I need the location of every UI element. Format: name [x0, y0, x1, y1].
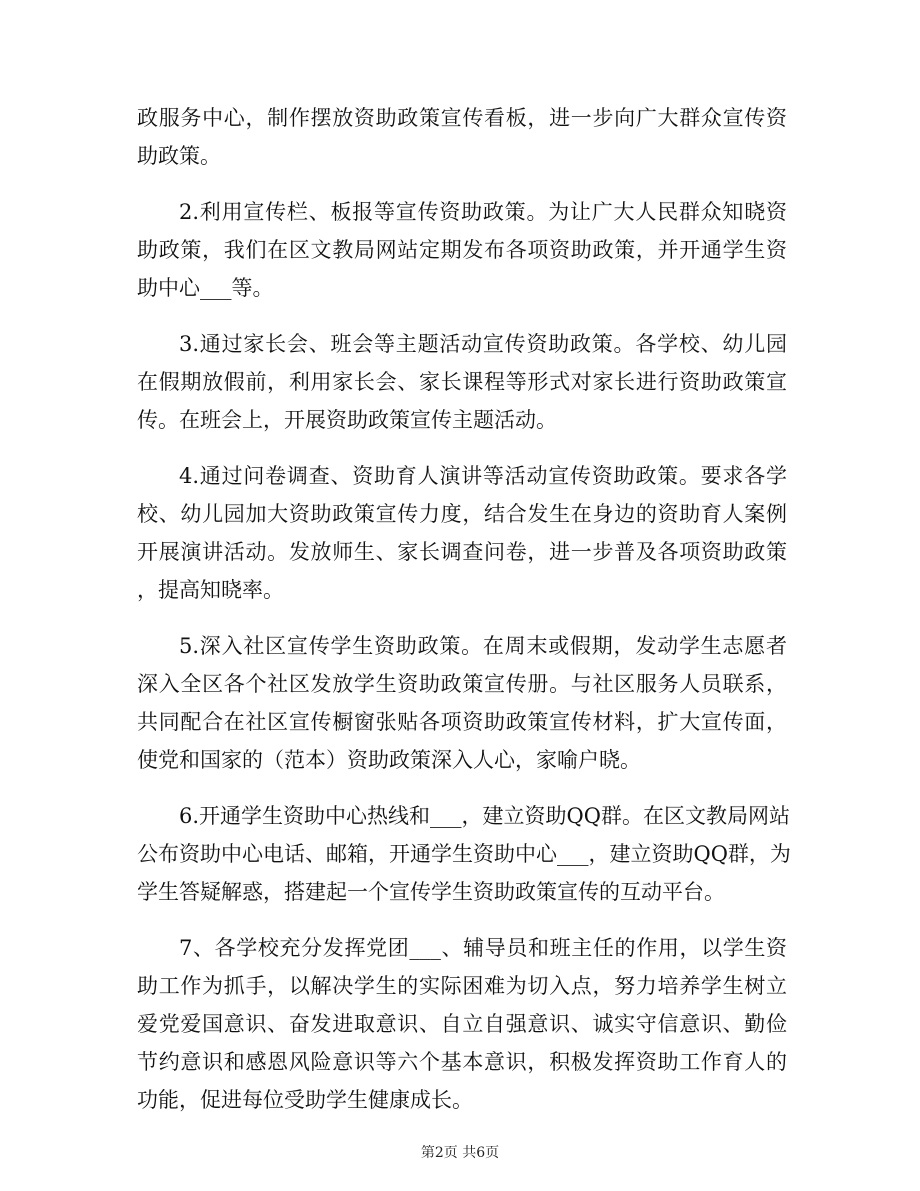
text-line: 传。在班会上，开展资助政策宣传主题活动。: [137, 408, 557, 432]
document-body: [137, 99, 791, 1119]
text-line: 2.利用宣传栏、板报等宣传资助政策。为让广大人民群众知晓资: [179, 200, 787, 224]
text-line: 政服务中心，制作摆放资助政策宣传看板，进一步向广大群众宣传资: [137, 106, 787, 130]
text-line: 6.开通学生资助中心热线和___，建立资助QQ群。在区文教局网站: [179, 804, 790, 828]
page-number-footer: 第2页 共6页: [420, 1145, 500, 1161]
text-line: 助工作为抓手，以解决学生的实际困难为切入点，努力培养学生树立: [137, 974, 787, 998]
text-line: 功能，促进每位受助学生健康成长。: [137, 1088, 473, 1112]
paragraph: [137, 797, 791, 911]
paragraph: [137, 193, 787, 307]
text-line: 使党和国家的（范本）资助政策深入人心，家喻户晓。: [137, 748, 641, 772]
text-line: 4.通过问卷调查、资助育人演讲等活动宣传资助政策。要求各学: [179, 464, 787, 488]
text-line: ，提高知晓率。: [137, 578, 284, 602]
paragraph: [137, 929, 787, 1119]
text-line: 校、幼儿园加大资助政策宣传力度，结合发生在身边的资助育人案例: [137, 502, 787, 526]
text-line: 共同配合在社区宣传橱窗张贴各项资助政策宣传材料，扩大宣传面，: [137, 710, 787, 734]
text-line: 5.深入社区宣传学生资助政策。在周末或假期，发动学生志愿者: [179, 634, 787, 658]
paragraph: [137, 627, 787, 779]
text-line: 助政策，我们在区文教局网站定期发布各项资助政策，并开通学生资: [137, 238, 787, 262]
text-line: 深入全区各个社区发放学生资助政策宣传册。与社区服务人员联系，: [137, 672, 787, 696]
text-line: 公布资助中心电话、邮箱，开通学生资助中心___，建立资助QQ群，为: [137, 842, 791, 866]
text-line: 节约意识和感恩风险意识等六个基本意识，积极发挥资助工作育人的: [137, 1050, 787, 1074]
paragraph: [137, 325, 787, 439]
text-line: 3.通过家长会、班会等主题活动宣传资助政策。各学校、幼儿园: [179, 332, 787, 356]
text-line: 助政策。: [137, 144, 221, 168]
text-line: 7、各学校充分发挥党团___、辅导员和班主任的作用，以学生资: [179, 936, 787, 960]
text-line: 开展演讲活动。发放师生、家长调查问卷，进一步普及各项资助政策: [137, 540, 787, 564]
paragraph: [137, 457, 787, 609]
paragraph: [137, 99, 787, 175]
text-line: 助中心___等。: [137, 276, 274, 300]
text-line: 爱党爱国意识、奋发进取意识、自立自强意识、诚实守信意识、勤俭: [137, 1012, 787, 1036]
text-line: 在假期放假前，利用家长会、家长课程等形式对家长进行资助政策宣: [137, 370, 787, 394]
text-line: 学生答疑解惑，搭建起一个宣传学生资助政策宣传的互动平台。: [137, 880, 725, 904]
